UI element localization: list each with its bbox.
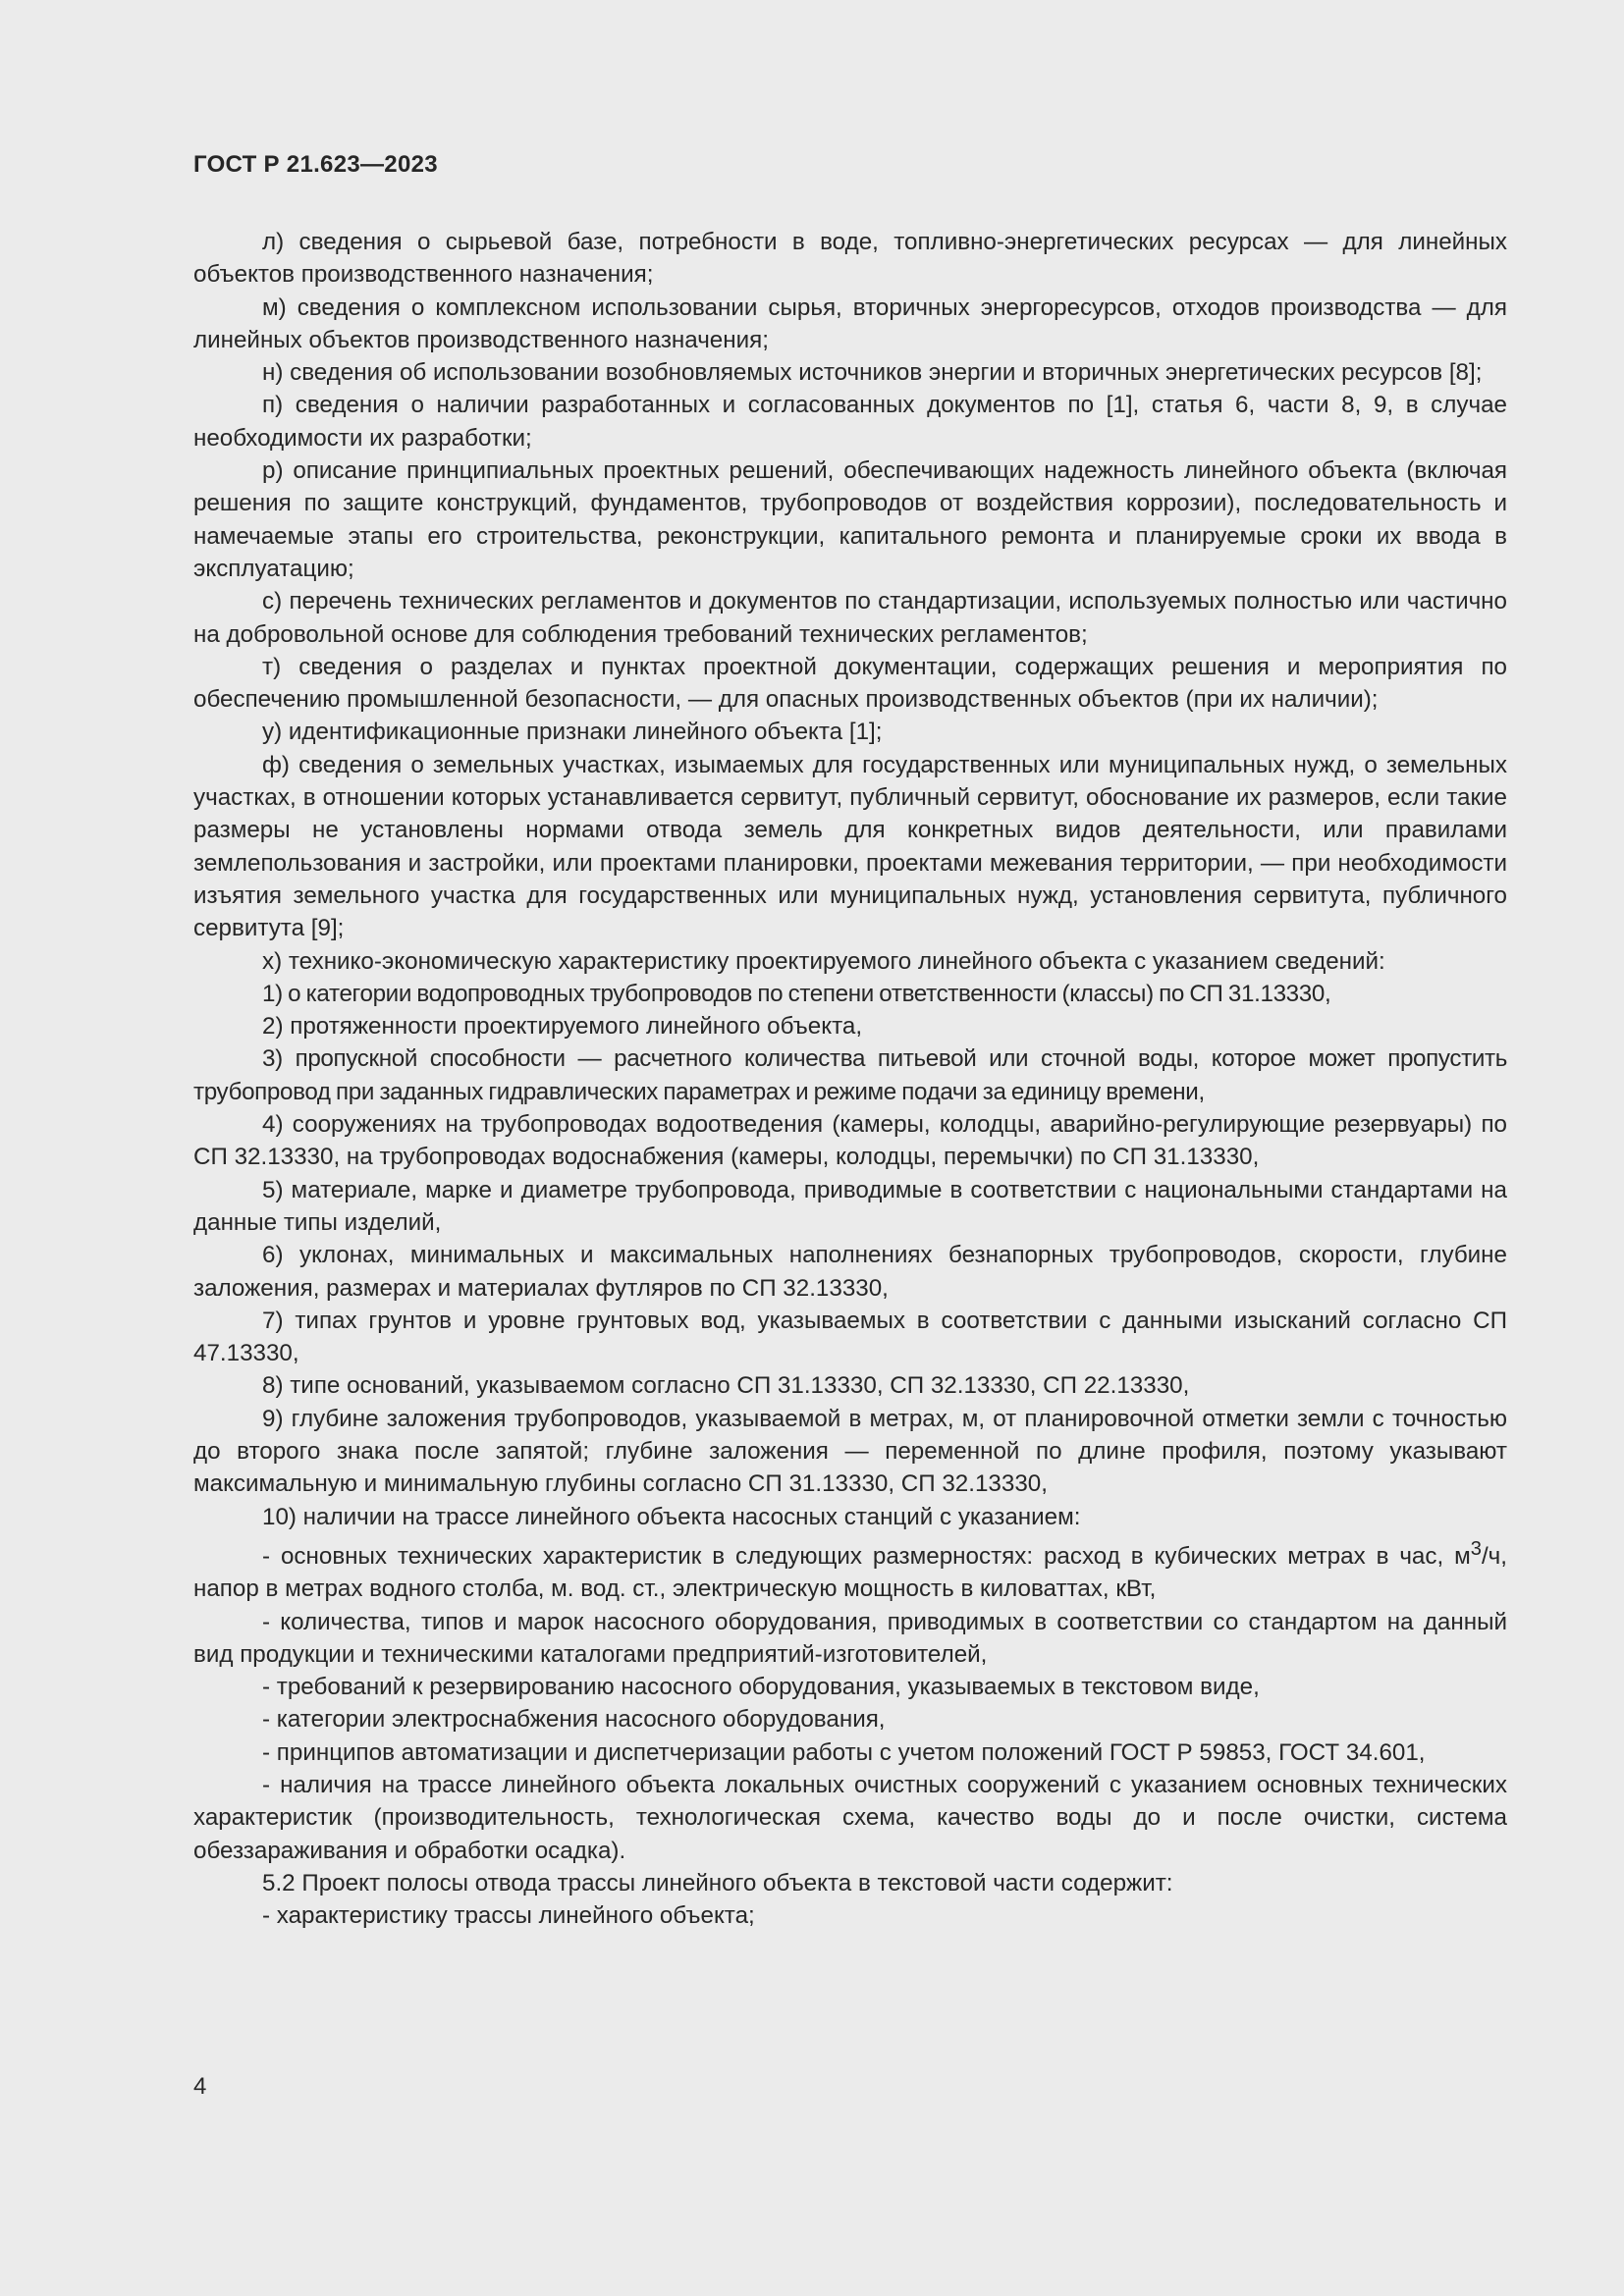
section-5-2-heading: 5.2 Проект полосы отвода трассы линейного объекта в текстовой части содержит: [262,1869,1173,1896]
list-item-10: 10) наличии на трассе линейного объекта насосных станций с указанием: [262,1503,1081,1530]
paragraph-l: л) сведения о сырьевой базе, потребности в воде, топливно-энергетических ресурсах — для линейных объектов производственного назначения; [193,229,1507,289]
paragraph-n: н) сведения об использовании возобновляемых источников энергии и вторичных энергетических ресурсов [8]; [262,359,1483,387]
paragraph-f: ф) сведения о земельных участках, изымаемых для государственных или муниципальных нужд, о земельных участках, в отношении которых устанавливается сервитут, публичный сервитут, обоснование их размеров, если такие размеры не установлены нормами отвода земель для конкретных видов деятельности, или правилами землепользования и застройки, или проектами планировки, проектами межевания территории, — при необходимости изъятия земельного участка для государственных или муниципальных нужд, установления сервитута, публичного сервитута [9]; [193,751,1507,942]
paragraph-t: т) сведения о разделах и пунктах проектной документации, содержащих решения и мероприятия по обеспечению промышленной безопасности, — для опасных производственных объектов (при их наличии); [193,653,1507,714]
page-number: 4 [193,2073,207,2100]
list-item-7: 7) типах грунтов и уровне грунтовых вод, указываемых в соответствии с данными изысканий согласно СП 47.13330, [193,1307,1507,1367]
list-item-5: 5) материале, марке и диаметре трубопровода, приводимые в соответствии с национальными стандартами на данные типы изделий, [193,1176,1507,1236]
paragraph-p: п) сведения о наличии разработанных и согласованных документов по [1], статья 6, части 8, 9, в случае необходимости их разработки; [193,392,1507,452]
route-characteristic-item: - характеристику трассы линейного объекта; [262,1902,755,1930]
list-item-1: 1) о категории водопроводных трубопроводов по степени ответственности (классы) по СП 31.13330, [262,980,1331,1007]
paragraph-kh: х) технико-экономическую характеристику проектируемого линейного объекта с указанием сведений: [262,947,1385,975]
body-text [193,226,1507,1933]
pump-units-before: - основных технических характеристик в следующих размерностях: расход в кубических метрах в час, м [262,1542,1471,1570]
list-item-3: 3) пропускной способности — расчетного количества питьевой или сточной воды, которое может пропустить трубопровод при заданных гидравлических параметрах и режиме подачи за единицу времени, [193,1045,1507,1105]
power-category-item: - категории электроснабжения насосного оборудования, [262,1706,886,1734]
paragraph-u: у) идентификационные признаки линейного объекта [1]; [262,719,883,746]
list-item-2: 2) протяженности проектируемого линейного объекта, [262,1013,863,1041]
list-item-8: 8) типе оснований, указываемом согласно СП 31.13330, СП 32.13330, СП 22.13330, [262,1372,1190,1400]
standard-designation: ГОСТ Р 21.623—2023 [193,151,438,178]
paragraph-s: с) перечень технических регламентов и документов по стандартизации, используемых полностью или частично на добровольной основе для соблюдения требований технических регламентов; [193,588,1507,648]
pump-equipment-item: - количества, типов и марок насосного оборудования, приводимых в соответствии со стандартом на данный вид продукции и техническими каталогами предприятий-изготовителей, [193,1608,1507,1668]
list-item-9: 9) глубине заложения трубопроводов, указываемой в метрах, м, от планировочной отметки земли с точностью до второго знака после запятой; глубине заложения — переменной по длине профиля, поэтому указывают максимальную и минимальную глубины согласно СП 31.13330, СП 32.13330, [193,1405,1507,1498]
treatment-facilities-item: - наличия на трассе линейного объекта локальных очистных сооружений с указанием основных технических характеристик (производительность, технологическая схема, качество воды до и после очистки, система обеззараживания и обработки осадка). [193,1772,1507,1864]
reserve-requirements-item: - требований к резервированию насосного оборудования, указываемых в текстовом виде, [262,1674,1260,1701]
list-item-6: 6) уклонах, минимальных и максимальных наполнениях безнапорных трубопроводов, скорости, глубине заложения, размерах и материалах футляров по СП 32.13330, [193,1242,1507,1302]
pump-characteristics-item [193,1533,1507,1606]
list-item-4: 4) сооружениях на трубопроводах водоотведения (камеры, колодцы, аварийно-регулирующие резервуары) по СП 32.13330, на трубопроводах водоснабжения (камеры, колодцы, перемычки) по СП 31.13330, [193,1111,1507,1171]
pump-units-after: /ч, напор в метрах водного столба, м. вод. ст., электрическую мощность в киловаттах, кВт, [193,1542,1507,1603]
paragraph-r: р) описание принципиальных проектных решений, обеспечивающих надежность линейного объекта (включая решения по защите конструкций, фундаментов, трубопроводов от воздействия коррозии), последовательность и намечаемые этапы его строительства, реконструкции, капитального ремонта и планируемые сроки их ввода в эксплуатацию; [193,457,1507,582]
paragraph-m: м) сведения о комплексном использовании сырья, вторичных энергоресурсов, отходов производства — для линейных объектов производственного назначения; [193,294,1507,353]
automation-item: - принципов автоматизации и диспетчеризации работы с учетом положений ГОСТ Р 59853, ГОСТ 34.601, [262,1738,1426,1766]
cubic-superscript: 3 [1470,1537,1482,1560]
